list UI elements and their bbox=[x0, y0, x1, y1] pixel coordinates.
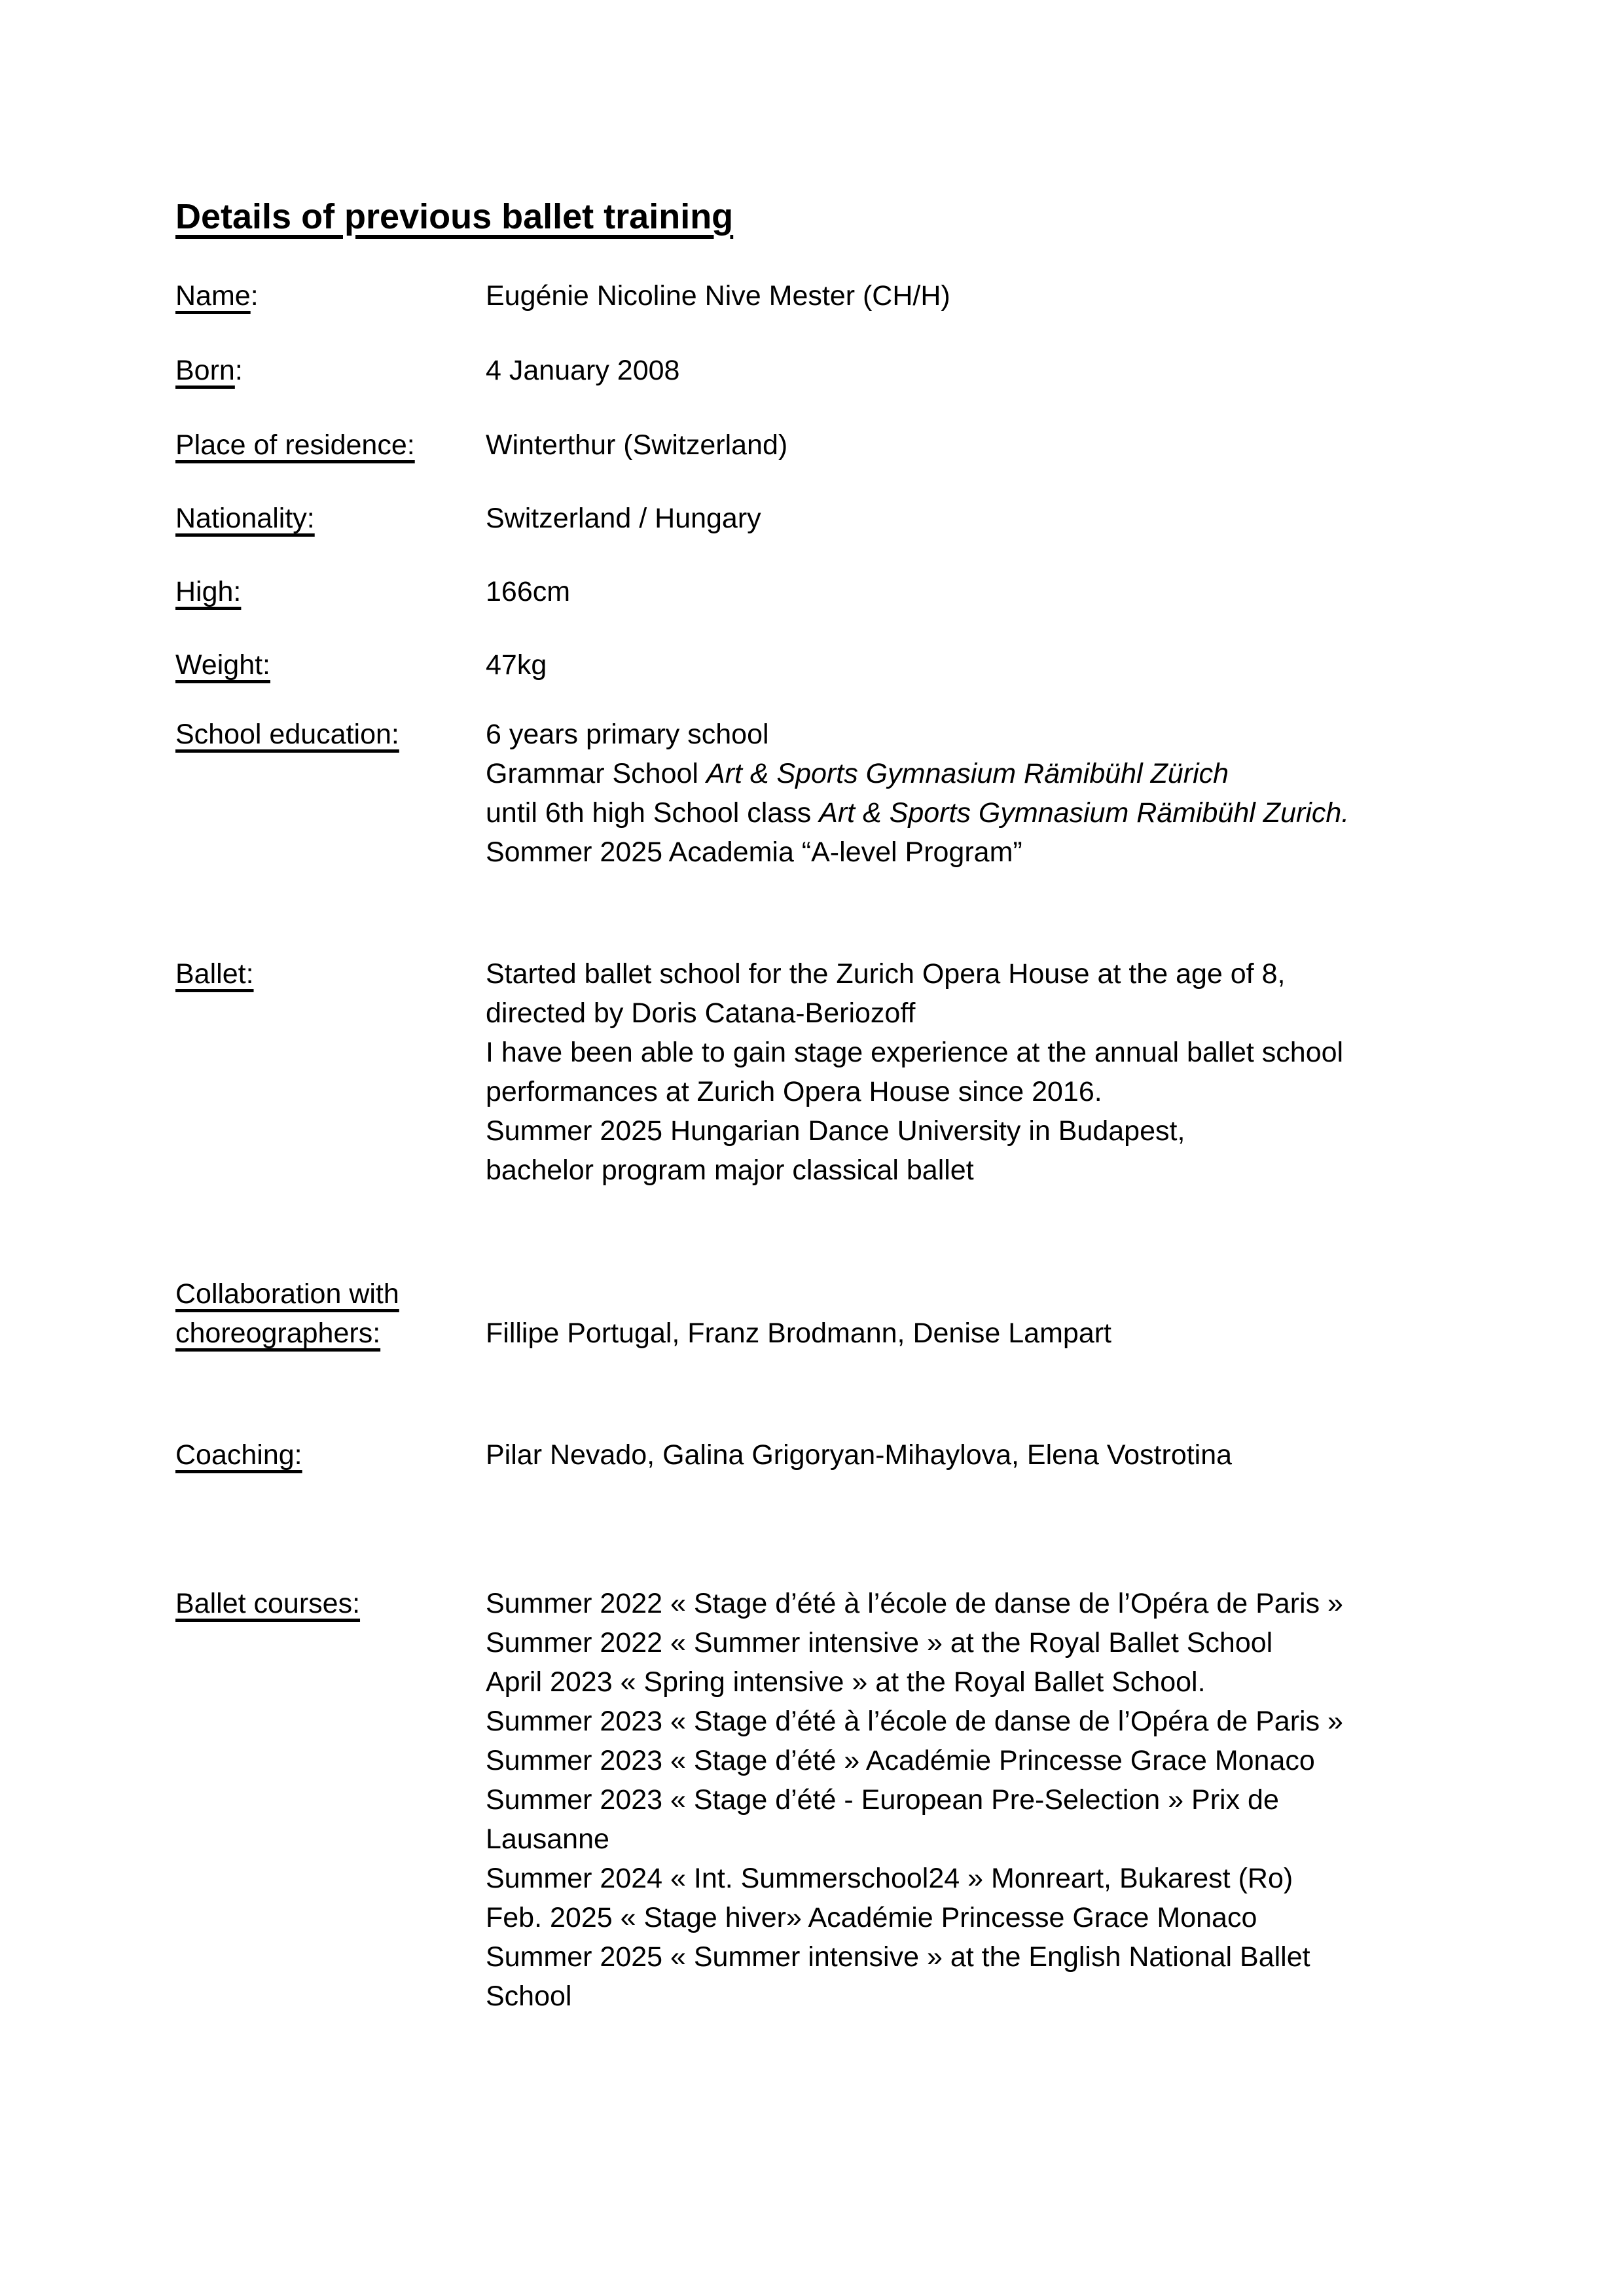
ballet-line-3: I have been able to gain stage experience at the annual ballet school bbox=[486, 1037, 1344, 1068]
row-name bbox=[175, 276, 1526, 315]
row-nationality bbox=[175, 499, 1526, 538]
section-coaching bbox=[175, 1435, 1526, 1475]
collaboration-names: Fillipe Portugal, Franz Brodmann, Denise Lampart bbox=[486, 1318, 1111, 1349]
collaboration-label-line-2: choreographers: bbox=[175, 1318, 381, 1349]
ballet-label: Ballet: bbox=[175, 958, 254, 990]
ballet-line-2: directed by Doris Catana-Beriozoff bbox=[486, 997, 916, 1029]
collaboration-value bbox=[486, 1274, 1526, 1353]
row-weight bbox=[175, 645, 1526, 685]
course-line-1: Summer 2022 « Stage d’été à l’école de danse de l’Opéra de Paris » bbox=[486, 1588, 1343, 1619]
section-collaboration bbox=[175, 1274, 1526, 1353]
row-residence-label: Place of residence: bbox=[175, 429, 415, 461]
collaboration-label-line-1: Collaboration with bbox=[175, 1278, 399, 1310]
row-weight-value: 47kg bbox=[486, 649, 547, 681]
ballet-courses-label: Ballet courses: bbox=[175, 1588, 361, 1619]
coaching-value: Pilar Nevado, Galina Grigoryan-Mihaylova, Elena Vostrotina bbox=[486, 1439, 1233, 1471]
school-education-label: School education: bbox=[175, 719, 399, 750]
course-line-11: School bbox=[486, 1981, 572, 2012]
ballet-line-4: performances at Zurich Opera House since 2016. bbox=[486, 1076, 1102, 1107]
collaboration-label bbox=[175, 1274, 486, 1353]
row-residence bbox=[175, 425, 1526, 465]
course-line-4: Summer 2023 « Stage d’été à l’école de danse de l’Opéra de Paris » bbox=[486, 1706, 1343, 1737]
course-line-10: Summer 2025 « Summer intensive » at the English National Ballet bbox=[486, 1941, 1310, 1973]
course-line-2: Summer 2022 « Summer intensive » at the Royal Ballet School bbox=[486, 1627, 1273, 1659]
school-line-3: until 6th high School class Art & Sports Gymnasium Rämibühl Zurich. bbox=[486, 797, 1350, 829]
school-education-value bbox=[486, 715, 1526, 872]
coaching-label: Coaching: bbox=[175, 1439, 302, 1471]
row-born-value: 4 January 2008 bbox=[486, 355, 680, 386]
course-line-7: Lausanne bbox=[486, 1823, 609, 1855]
row-name-label: Name: bbox=[175, 280, 259, 312]
ballet-line-1: Started ballet school for the Zurich Opera House at the age of 8, bbox=[486, 958, 1286, 990]
course-line-3: April 2023 « Spring intensive » at the Royal Ballet School. bbox=[486, 1666, 1206, 1698]
section-ballet bbox=[175, 954, 1526, 1190]
ballet-line-5: Summer 2025 Hungarian Dance University in Budapest, bbox=[486, 1115, 1185, 1147]
row-nationality-value: Switzerland / Hungary bbox=[486, 503, 761, 534]
row-height-label: High: bbox=[175, 576, 242, 607]
course-line-6: Summer 2023 « Stage d’été - European Pre-Selection » Prix de bbox=[486, 1784, 1279, 1816]
ballet-courses-value bbox=[486, 1584, 1526, 2016]
school-line-4: Sommer 2025 Academia “A-level Program” bbox=[486, 836, 1022, 868]
row-born-label: Born: bbox=[175, 355, 243, 386]
row-born bbox=[175, 351, 1526, 390]
row-weight-label: Weight: bbox=[175, 649, 270, 681]
school-line-1: 6 years primary school bbox=[486, 719, 769, 750]
row-residence-value: Winterthur (Switzerland) bbox=[486, 429, 788, 461]
section-ballet-courses bbox=[175, 1584, 1526, 2016]
row-name-value: Eugénie Nicoline Nive Mester (CH/H) bbox=[486, 280, 950, 312]
course-line-8: Summer 2024 « Int. Summerschool24 » Monreart, Bukarest (Ro) bbox=[486, 1863, 1293, 1894]
page-title: Details of previous ballet training bbox=[175, 197, 734, 236]
ballet-line-6: bachelor program major classical ballet bbox=[486, 1155, 974, 1186]
section-school-education bbox=[175, 715, 1526, 872]
course-line-5: Summer 2023 « Stage d’été » Académie Princesse Grace Monaco bbox=[486, 1745, 1315, 1776]
school-line-2: Grammar School Art & Sports Gymnasium Rämibühl Zürich bbox=[486, 758, 1229, 789]
row-height bbox=[175, 572, 1526, 611]
course-line-9: Feb. 2025 « Stage hiver» Académie Princesse Grace Monaco bbox=[486, 1902, 1257, 1933]
row-nationality-label: Nationality: bbox=[175, 503, 315, 534]
ballet-value bbox=[486, 954, 1526, 1190]
row-height-value: 166cm bbox=[486, 576, 571, 607]
